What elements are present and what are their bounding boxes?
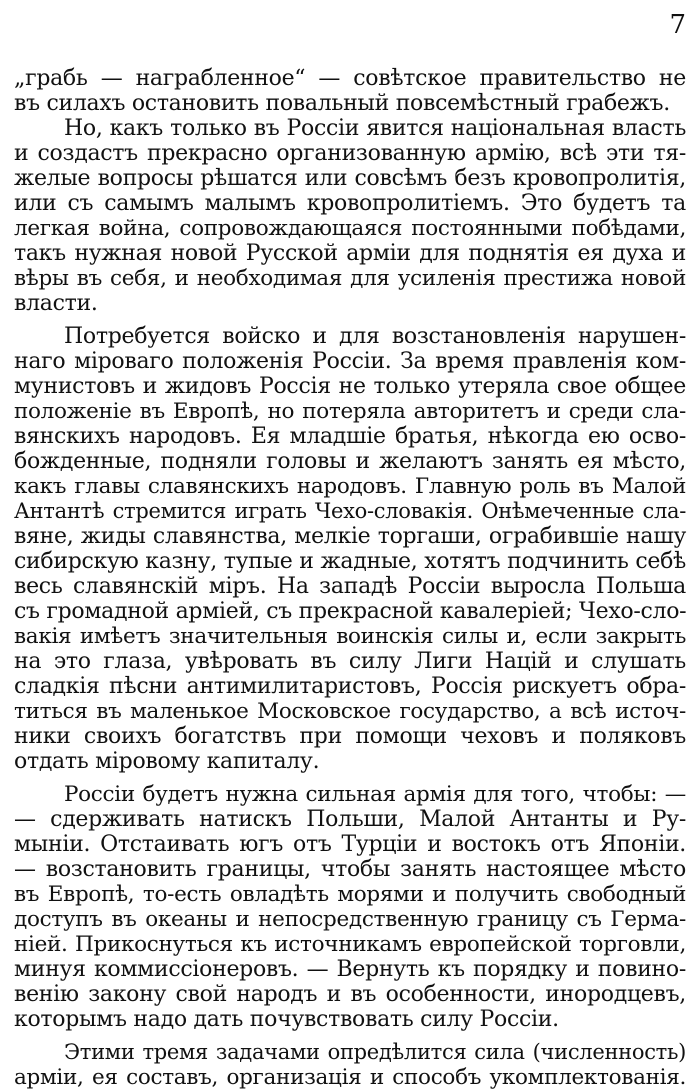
text-line: легкая война, сопровождающаяся постоянными побѣдами, (14, 216, 686, 241)
text-line: ніей. Прикоснуться къ источникамъ европейской торговли, (14, 932, 686, 957)
text-line: весь славянскій міръ. На западѣ Россіи выросла Польша (14, 574, 686, 599)
text-line: положеніе въ Европѣ, но потеряла авторитетъ и среди сла- (14, 399, 686, 424)
text-line: вянскихъ народовъ. Ея младшіе братья, нѣкогда ею осво- (14, 424, 686, 449)
text-line: вѣры въ себя, и необходимая для усиленія престижа новой (14, 266, 686, 291)
text-line: ники своихъ богатствъ при помощи чеховъ и поляковъ (14, 724, 686, 749)
text-line: отдать міровому капиталу. (14, 749, 320, 774)
text-line: сладкія пѣсни антимилитаристовъ, Россія рискуетъ обра- (14, 674, 686, 699)
text-line: въ Европѣ, то-есть овладѣть морями и получить свободный (14, 882, 686, 907)
paragraph-gap (14, 316, 686, 324)
paragraph (14, 66, 686, 116)
paragraph (14, 324, 686, 774)
text-line: такъ нужная новой Русской арміи для поднятія ея духа и (14, 241, 686, 266)
text-line: венію закону свой народъ и въ особенности, инородцевъ, (14, 982, 686, 1007)
paragraph-gap (14, 1032, 686, 1040)
text-line: Этими тремя задачами опредѣлится сила (численность) (64, 1040, 686, 1064)
text-line: власти. (14, 291, 98, 316)
text-line: „грабь — награбленное“ — совѣтское правительство не (14, 66, 686, 91)
text-line: наго міроваго положенія Россіи. За время правленія ком- (14, 349, 686, 374)
paragraph (14, 1040, 686, 1090)
paragraph (14, 782, 686, 1032)
paragraph-gap (14, 774, 686, 782)
text-line: — возстановить границы, чтобы занять настоящее мѣсто (14, 857, 686, 882)
text-line: или съ самымъ малымъ кровопролитіемъ. Это будетъ та (14, 191, 686, 216)
text-line: мыніи. Отстаивать югъ отъ Турціи и востокъ отъ Японіи. (14, 832, 686, 857)
text-line: титься въ маленькое Московское государство, а всѣ источ- (14, 699, 686, 724)
text-line: — сдерживать натискъ Польши, Малой Антанты и Ру- (14, 807, 686, 832)
text-line: вакія имѣетъ значительныя воинскія силы и, если закрыть (14, 624, 686, 649)
text-line: на это глаза, увѣровать въ силу Лиги Націй и слушать (14, 649, 686, 674)
paragraph (14, 116, 686, 316)
text-line: сибирскую казну, тупые и жадные, хотятъ подчинить себѣ (14, 549, 686, 574)
body-text (14, 66, 686, 1090)
text-line: желые вопросы рѣшатся или совсѣмъ безъ кровопролитія, (14, 166, 686, 191)
text-line: съ громадной арміей, съ прекрасной кавалеріей; Чехо-сло- (14, 599, 687, 624)
text-line: мунистовъ и жидовъ Россія не только утеряла свое общее (14, 374, 686, 399)
text-line: минуя коммиссіонеровъ. — Вернуть къ порядку и повино- (14, 957, 686, 982)
text-line: доступъ въ океаны и непосредственную границу съ Герма- (14, 907, 686, 932)
text-line: Потребуется войско и для возстановленія нарушен- (64, 324, 686, 349)
text-line: которымъ надо дать почувствовать силу Россіи. (14, 1007, 559, 1032)
text-line: Антантѣ стремится играть Чехо-словакія. Онѣмеченные сла- (14, 499, 686, 523)
text-line: Но, какъ только въ Россіи явится національная власть (64, 116, 686, 141)
text-line: какъ главы славянскихъ народовъ. Главную роль въ Малой (14, 474, 686, 499)
text-line: арміи, ея составъ, организація и способъ укомплектованія. (14, 1065, 686, 1090)
page-number: 7 (669, 10, 686, 40)
text-line: божденные, подняли головы и желаютъ занять ея мѣсто, (14, 449, 686, 474)
text-line: вяне, жиды славянства, мелкіе торгаши, ограбившіе нашу (14, 524, 686, 549)
text-line: и создастъ прекрасно организованную армію, всѣ эти тя- (14, 141, 686, 166)
text-line: въ силахъ остановить повальный повсемѣстный грабежъ. (14, 91, 670, 116)
text-line: Россіи будетъ нужна сильная армія для того, чтобы: — (64, 782, 686, 807)
